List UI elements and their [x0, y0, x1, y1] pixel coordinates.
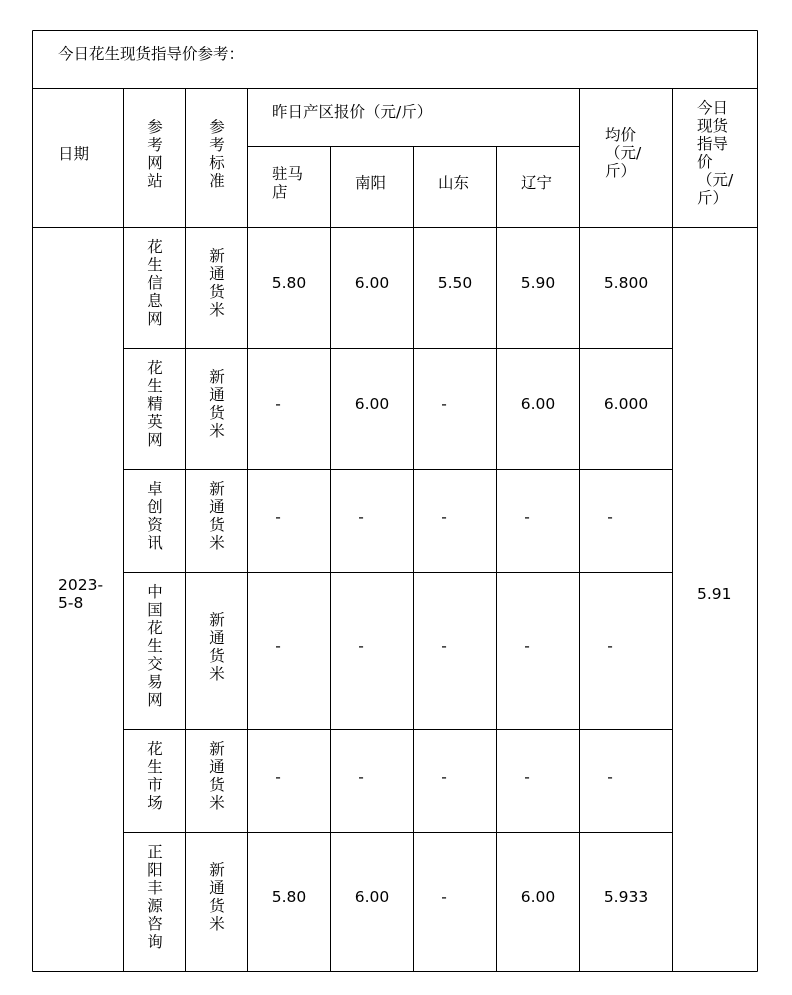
- price-cell: -: [358, 637, 364, 655]
- price-cell: 5.90: [520, 274, 556, 292]
- price-cell: -: [275, 768, 281, 786]
- avg-cell: 6.000: [603, 395, 649, 413]
- avg-cell: 5.933: [603, 888, 649, 906]
- site-cell: 花生市场: [147, 740, 163, 812]
- standard-cell: 新通货米: [209, 368, 225, 440]
- date-cell: 2023-5-8: [58, 576, 104, 612]
- standard-cell: 新通货米: [209, 247, 225, 319]
- price-cell: -: [275, 637, 281, 655]
- avg-cell: -: [607, 508, 613, 526]
- header-standard: 参考标准: [209, 118, 225, 190]
- header-site: 参考网站: [147, 118, 163, 190]
- price-cell: 6.00: [354, 274, 390, 292]
- price-cell: -: [441, 888, 447, 906]
- price-cell: -: [524, 508, 530, 526]
- price-cell: 5.50: [437, 274, 473, 292]
- site-cell: 卓创资讯: [147, 480, 163, 552]
- standard-cell: 新通货米: [209, 740, 225, 812]
- site-cell: 中国花生交易网: [147, 583, 163, 709]
- site-cell: 正阳丰源咨询: [147, 843, 163, 951]
- table-title: 今日花生现货指导价参考：: [58, 45, 245, 63]
- price-cell: -: [524, 768, 530, 786]
- price-cell: -: [524, 637, 530, 655]
- avg-cell: 5.800: [603, 274, 649, 292]
- header-avg: 均价（元/斤）: [605, 126, 642, 180]
- price-cell: -: [358, 768, 364, 786]
- header-region-shandong: 山东: [438, 174, 470, 192]
- site-cell: 花生精英网: [147, 359, 163, 449]
- price-cell: -: [441, 637, 447, 655]
- header-region-zhumadian: 驻马店: [272, 165, 304, 201]
- header-region-nanyang: 南阳: [355, 174, 387, 192]
- price-cell: 6.00: [520, 888, 556, 906]
- price-cell: -: [275, 508, 281, 526]
- price-cell: 6.00: [354, 395, 390, 413]
- site-cell: 花生信息网: [147, 238, 163, 328]
- avg-cell: -: [607, 637, 613, 655]
- standard-cell: 新通货米: [209, 480, 225, 552]
- avg-cell: -: [607, 768, 613, 786]
- header-today-price: 今日现货指导价（元/斤）: [697, 99, 734, 207]
- today-price-cell: 5.91: [697, 585, 732, 603]
- price-cell: -: [275, 395, 281, 413]
- header-yesterday-group: 昨日产区报价（元/斤）: [272, 103, 433, 121]
- price-cell: -: [441, 395, 447, 413]
- price-cell: -: [441, 508, 447, 526]
- price-cell: -: [441, 768, 447, 786]
- price-cell: 6.00: [520, 395, 556, 413]
- header-region-liaoning: 辽宁: [521, 174, 553, 192]
- standard-cell: 新通货米: [209, 861, 225, 933]
- price-cell: 5.80: [271, 274, 307, 292]
- price-cell: 5.80: [271, 888, 307, 906]
- price-cell: -: [358, 508, 364, 526]
- header-date: 日期: [58, 145, 90, 163]
- price-cell: 6.00: [354, 888, 390, 906]
- standard-cell: 新通货米: [209, 611, 225, 683]
